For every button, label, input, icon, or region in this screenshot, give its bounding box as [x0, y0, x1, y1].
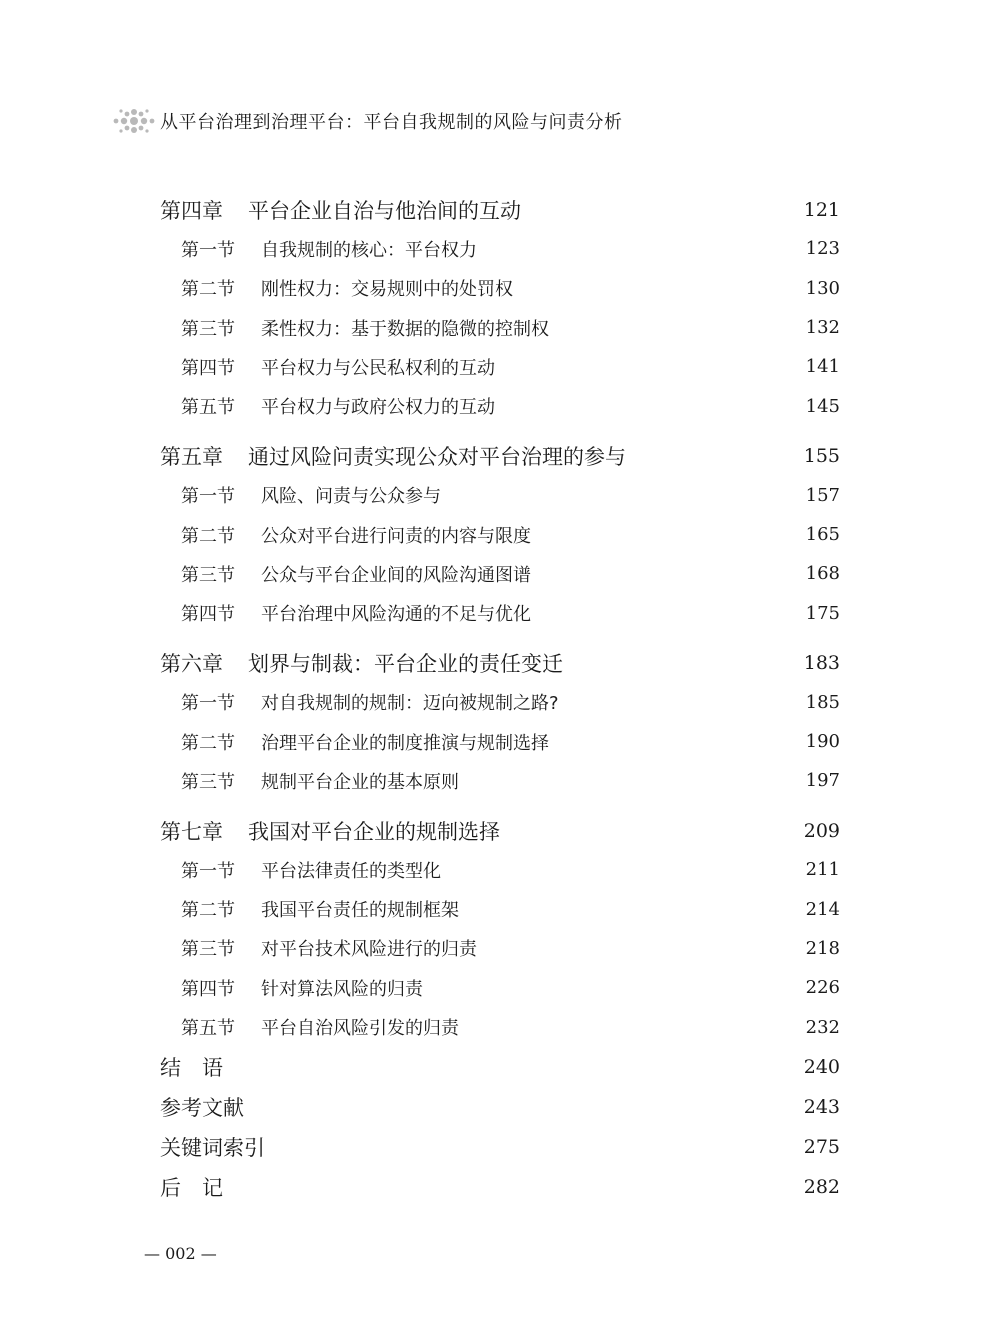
- toc-backmatter-row: [160, 1087, 840, 1127]
- section-title: 平台法律责任的类型化: [261, 860, 441, 882]
- backmatter-title: 结 语: [160, 1055, 223, 1080]
- toc-section-row: [160, 308, 840, 347]
- section-page-number: 232: [805, 1016, 840, 1038]
- section-title: 平台权力与政府公权力的互动: [261, 397, 495, 419]
- toc-section-label: [160, 393, 495, 419]
- running-header: [112, 106, 623, 136]
- section-title: 风险、问责与公众参与: [261, 486, 441, 508]
- backmatter-page-number: 282: [803, 1175, 840, 1198]
- section-number: 第二节: [181, 732, 235, 754]
- backmatter-title: 关键词索引: [160, 1135, 265, 1160]
- section-title: 公众对平台进行问责的内容与限度: [261, 525, 531, 547]
- section-page-number: 168: [805, 563, 840, 585]
- toc-section-row: [160, 968, 840, 1007]
- toc-section-row: [160, 269, 840, 308]
- section-page-number: 211: [805, 859, 840, 881]
- toc-backmatter-label: [160, 1052, 223, 1082]
- chapter-number: 第七章: [160, 819, 223, 844]
- toc-section-label: [160, 729, 549, 755]
- section-number: 第二节: [181, 900, 235, 922]
- toc-section-label: [160, 482, 441, 508]
- chapter-number: 第四章: [160, 198, 223, 223]
- section-number: 第四节: [181, 978, 235, 1000]
- toc-chapter-row: [160, 190, 840, 229]
- chapter-title: 划界与制裁：平台企业的责任变迁: [248, 651, 563, 676]
- section-page-number: 130: [805, 277, 840, 299]
- chapter-page-number: 155: [803, 444, 840, 467]
- toc-chapter-row: [160, 811, 840, 850]
- toc-backmatter-row: [160, 1167, 840, 1207]
- section-number: 第一节: [181, 860, 235, 882]
- section-number: 第三节: [181, 939, 235, 961]
- section-page-number: 165: [805, 524, 840, 546]
- page-number: — 002 —: [144, 1244, 217, 1263]
- section-page-number: 197: [805, 770, 840, 792]
- chapter-title: 通过风险问责实现公众对平台治理的参与: [248, 444, 626, 469]
- toc-section-label: [160, 975, 423, 1001]
- toc-section-label: [160, 768, 459, 794]
- chapter-number: 第五章: [160, 444, 223, 469]
- toc-section-row: [160, 890, 840, 929]
- backmatter-page-number: 243: [803, 1095, 840, 1118]
- section-title: 针对算法风险的归责: [261, 978, 423, 1000]
- toc-chapter-row: [160, 436, 840, 475]
- section-number: 第一节: [181, 486, 235, 508]
- toc-section-label: [160, 561, 531, 587]
- section-title: 自我规制的核心：平台权力: [261, 239, 477, 261]
- toc-section-row: [160, 229, 840, 268]
- section-page-number: 214: [805, 898, 840, 920]
- toc-section-label: [160, 315, 549, 341]
- toc-section-row: [160, 593, 840, 632]
- toc-chapter-label: [160, 648, 563, 678]
- section-title: 治理平台企业的制度推演与规制选择: [261, 732, 549, 754]
- toc-backmatter-row: [160, 1127, 840, 1167]
- toc-section-row: [160, 1007, 840, 1046]
- toc-section-label: [160, 896, 459, 922]
- section-number: 第四节: [181, 357, 235, 379]
- toc-section-row: [160, 683, 840, 722]
- chapter-title: 我国对平台企业的规制选择: [248, 819, 500, 844]
- toc-backmatter-row: [160, 1047, 840, 1087]
- toc-section-label: [160, 935, 477, 961]
- toc-section-label: [160, 236, 477, 262]
- section-number: 第五节: [181, 1018, 235, 1040]
- table-of-contents: [160, 190, 840, 1207]
- section-number: 第一节: [181, 239, 235, 261]
- toc-section-label: [160, 275, 513, 301]
- section-number: 第五节: [181, 397, 235, 419]
- section-title: 平台权力与公民私权利的互动: [261, 357, 495, 379]
- section-page-number: 218: [805, 937, 840, 959]
- toc-section-row: [160, 476, 840, 515]
- toc-section-label: [160, 857, 441, 883]
- toc-backmatter-label: [160, 1092, 244, 1122]
- backmatter-page-number: 240: [803, 1055, 840, 1078]
- section-title: 对自我规制的规制：迈向被规制之路?: [261, 693, 559, 715]
- section-number: 第三节: [181, 771, 235, 793]
- section-title: 平台自治风险引发的归责: [261, 1018, 459, 1040]
- toc-chapter-row: [160, 643, 840, 682]
- toc-section-row: [160, 929, 840, 968]
- toc-section-row: [160, 347, 840, 386]
- chapter-title: 平台企业自治与他治间的互动: [248, 198, 521, 223]
- toc-backmatter-label: [160, 1132, 265, 1162]
- toc-section-row: [160, 761, 840, 800]
- chapter-page-number: 183: [803, 651, 840, 674]
- section-page-number: 123: [805, 238, 840, 260]
- chapter-page-number: 209: [803, 819, 840, 842]
- section-page-number: 141: [805, 356, 840, 378]
- section-page-number: 145: [805, 395, 840, 417]
- toc-section-label: [160, 522, 531, 548]
- section-page-number: 175: [805, 602, 840, 624]
- section-number: 第一节: [181, 693, 235, 715]
- section-title: 公众与平台企业间的风险沟通图谱: [261, 564, 531, 586]
- toc-section-row: [160, 386, 840, 425]
- section-title: 柔性权力：基于数据的隐微的控制权: [261, 318, 549, 340]
- backmatter-title: 后 记: [160, 1175, 223, 1200]
- section-title: 我国平台责任的规制框架: [261, 900, 459, 922]
- section-title: 规制平台企业的基本原则: [261, 771, 459, 793]
- section-page-number: 190: [805, 731, 840, 752]
- section-page-number: 226: [805, 977, 840, 999]
- toc-chapter-label: [160, 441, 626, 471]
- section-number: 第三节: [181, 318, 235, 340]
- running-title: 从平台治理到治理平台：平台自我规制的风险与问责分析: [160, 112, 623, 133]
- toc-section-row: [160, 722, 840, 761]
- toc-section-row: [160, 554, 840, 593]
- toc-backmatter-label: [160, 1172, 223, 1202]
- backmatter-title: 参考文献: [160, 1095, 244, 1120]
- section-page-number: 157: [805, 484, 840, 506]
- section-number: 第四节: [181, 604, 235, 626]
- section-page-number: 185: [805, 691, 840, 713]
- dotted-flower-logo-icon: [112, 106, 158, 136]
- toc-section-label: [160, 1014, 459, 1040]
- toc-chapter-label: [160, 816, 500, 846]
- section-title: 刚性权力：交易规则中的处罚权: [261, 279, 513, 301]
- section-number: 第三节: [181, 564, 235, 586]
- chapter-page-number: 121: [803, 198, 840, 221]
- section-title: 对平台技术风险进行的归责: [261, 939, 477, 961]
- section-number: 第二节: [181, 525, 235, 547]
- toc-section-row: [160, 850, 840, 889]
- toc-section-label: [160, 689, 559, 715]
- backmatter-page-number: 275: [803, 1135, 840, 1158]
- chapter-number: 第六章: [160, 651, 223, 676]
- toc-chapter-label: [160, 195, 521, 225]
- section-page-number: 132: [805, 317, 840, 339]
- section-number: 第二节: [181, 279, 235, 301]
- section-title: 平台治理中风险沟通的不足与优化: [261, 604, 531, 626]
- toc-section-row: [160, 515, 840, 554]
- toc-section-label: [160, 354, 495, 380]
- toc-section-label: [160, 600, 531, 626]
